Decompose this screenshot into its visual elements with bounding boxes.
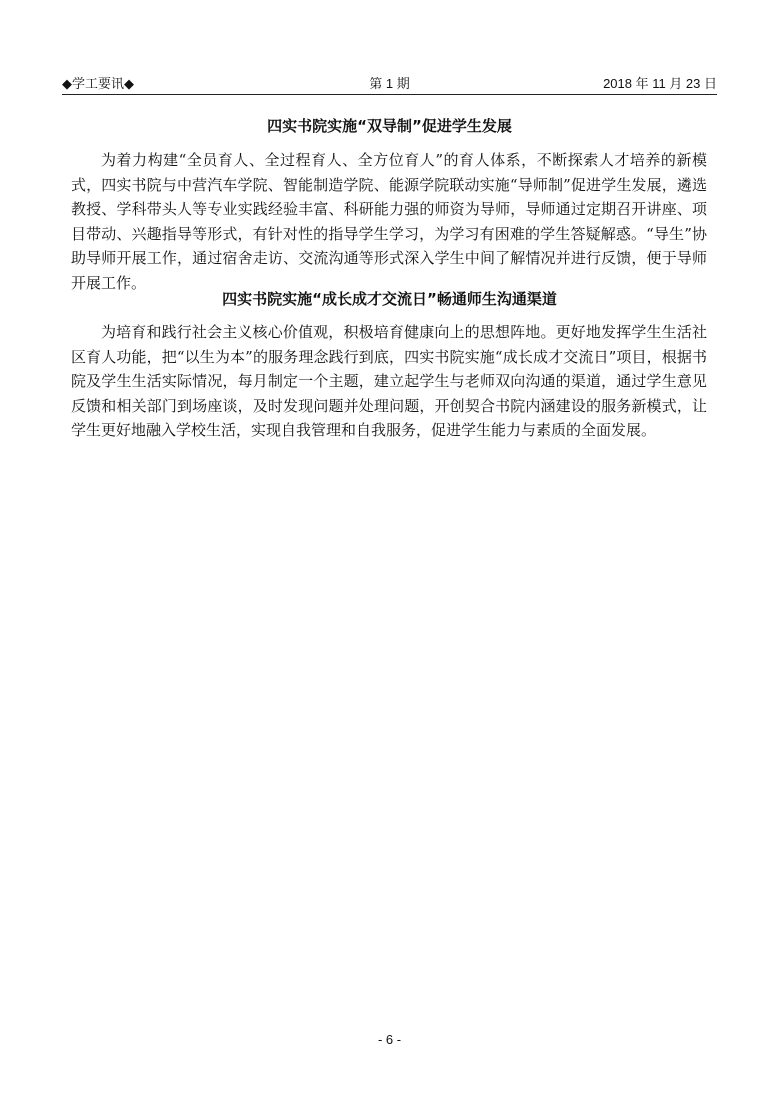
article-title-dual-mentor: 四实书院实施“双导制”促进学生发展 bbox=[267, 117, 512, 135]
publication-name: ◆学工要讯◆ bbox=[62, 76, 134, 91]
issue-number: 第 1 期 bbox=[369, 76, 410, 91]
header-divider bbox=[62, 94, 717, 95]
page-number: - 6 - bbox=[377, 1032, 402, 1047]
page-header bbox=[62, 75, 717, 93]
article-body-dual-mentor: 为着力构建“全员育人、全过程育人、全方位育人”的育人体系，不断探索人才培养的新模式，四实书院与中营汽车学院、智能制造学院、能源学院联动实施“导师制”促进学生发展，遴选教授、学科带头人等专业实践经验丰富、科研能力强的师资为导师，导师通过定期召开讲座、项目带动、兴趣指导等形式，有针对性的指导学生学习，为学习有困难的学生答疑解惑。“导生”协助导师开展工作，通过宿舍走访、交流沟通等形式深入学生中间了解情况并进行反馈，便于导师开展工作。 bbox=[71, 151, 707, 292]
issue-date: 2018 年 11 月 23 日 bbox=[603, 76, 717, 91]
article-title-growth-exchange-day: 四实书院实施“成长成才交流日”畅通师生沟通渠道 bbox=[222, 290, 557, 308]
article-body-growth-exchange-day: 为培育和践行社会主义核心价值观，积极培育健康向上的思想阵地。更好地发挥学生生活社区育人功能，把“以生为本”的服务理念践行到底，四实书院实施“成长成才交流日”项目，根据书院及学生生活实际情况，每月制定一个主题，建立起学生与老师双向沟通的渠道，通过学生意见反馈和相关部门到场座谈，及时发现问题并处理问题，开创契合书院内涵建设的服务新模式，让学生更好地融入学校生活，实现自我管理和自我服务，促进学生能力与素质的全面发展。 bbox=[71, 323, 707, 439]
